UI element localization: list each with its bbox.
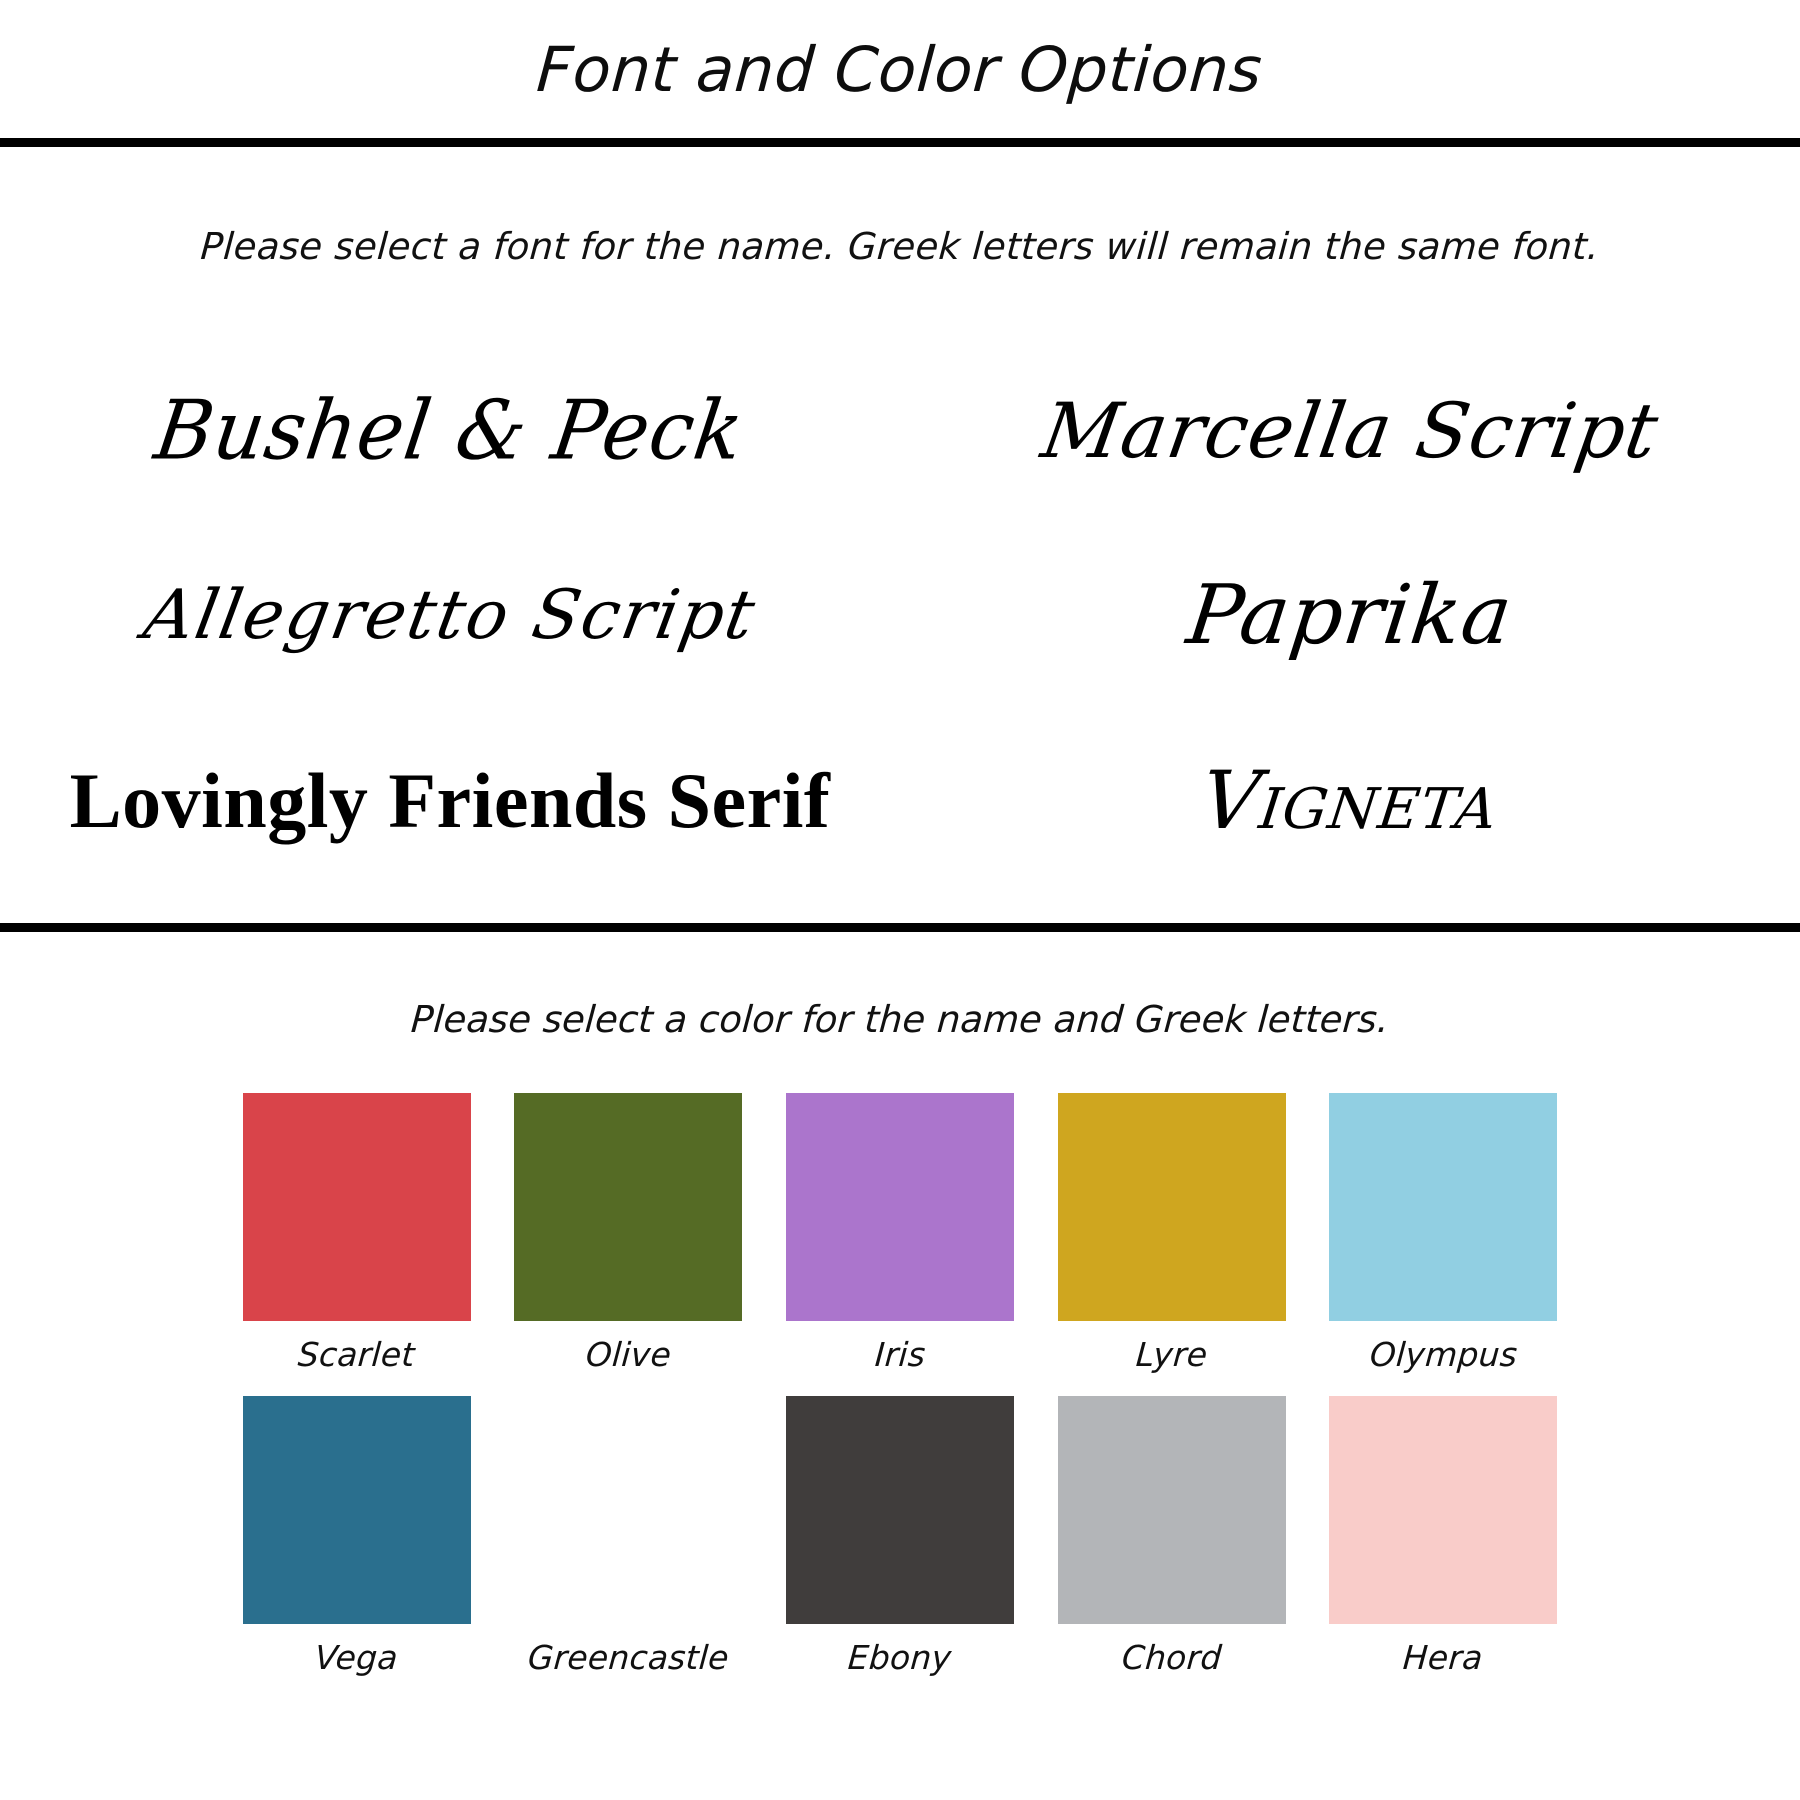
- font-sample-label: Paprika: [1182, 567, 1518, 663]
- color-swatch-greencastle[interactable]: [514, 1396, 742, 1677]
- color-instruction-text: Please select a color for the name and Greek letters.: [409, 998, 1391, 1041]
- font-sample-label: Vigneta: [1196, 753, 1504, 847]
- page-title: Font and Color Options: [534, 32, 1266, 106]
- swatch-color-chip[interactable]: [1329, 1093, 1557, 1321]
- font-instruction-text: Please select a font for the name. Greek letters will remain the same font.: [199, 225, 1601, 268]
- swatch-label: Scarlet: [297, 1335, 417, 1374]
- swatch-color-chip[interactable]: [514, 1396, 742, 1624]
- font-selection-section: [0, 147, 1800, 923]
- color-selection-section: [0, 932, 1800, 1677]
- swatch-label: Vega: [313, 1638, 400, 1677]
- font-option-lovingly-friends-serif[interactable]: [0, 708, 900, 893]
- color-swatch-lyre[interactable]: [1058, 1093, 1286, 1374]
- page-header: [0, 0, 1800, 138]
- swatch-label: Greencastle: [526, 1638, 731, 1677]
- color-swatch-iris[interactable]: [786, 1093, 1014, 1374]
- font-option-bushel-and-peck[interactable]: [0, 338, 900, 523]
- swatch-label: Iris: [873, 1335, 927, 1374]
- swatch-color-chip[interactable]: [243, 1396, 471, 1624]
- color-swatch-vega[interactable]: [243, 1396, 471, 1677]
- color-swatch-ebony[interactable]: [786, 1396, 1014, 1677]
- font-sample-label: Allegretto Script: [138, 575, 763, 655]
- swatch-label: Hera: [1401, 1638, 1485, 1677]
- font-option-marcella-script[interactable]: [900, 338, 1800, 523]
- swatch-color-chip[interactable]: [514, 1093, 742, 1321]
- font-option-vigneta[interactable]: [900, 708, 1800, 893]
- header-divider: [0, 138, 1800, 147]
- swatch-label: Chord: [1120, 1638, 1223, 1677]
- swatch-color-chip[interactable]: [1058, 1396, 1286, 1624]
- color-swatch-scarlet[interactable]: [243, 1093, 471, 1374]
- color-swatch-olive[interactable]: [514, 1093, 742, 1374]
- font-sample-label: Bushel & Peck: [149, 383, 751, 478]
- color-swatch-hera[interactable]: [1329, 1396, 1557, 1677]
- font-sample-label: Marcella Script: [1035, 385, 1665, 475]
- font-option-paprika[interactable]: [900, 523, 1800, 708]
- swatch-color-chip[interactable]: [243, 1093, 471, 1321]
- font-option-allegretto-script[interactable]: [0, 523, 900, 708]
- swatch-color-chip[interactable]: [786, 1093, 1014, 1321]
- swatch-label: Olympus: [1368, 1335, 1519, 1374]
- swatch-label: Ebony: [846, 1638, 954, 1677]
- section-divider: [0, 923, 1800, 932]
- swatch-color-chip[interactable]: [1329, 1396, 1557, 1624]
- swatch-color-chip[interactable]: [786, 1396, 1014, 1624]
- font-sample-label: Lovingly Friends Serif: [69, 756, 831, 844]
- color-swatch-olympus[interactable]: [1329, 1093, 1557, 1374]
- swatch-label: Lyre: [1134, 1335, 1209, 1374]
- swatch-label: Olive: [584, 1335, 673, 1374]
- color-swatch-grid: [235, 1093, 1565, 1677]
- font-options-grid: [0, 338, 1800, 893]
- swatch-color-chip[interactable]: [1058, 1093, 1286, 1321]
- color-swatch-chord[interactable]: [1058, 1396, 1286, 1677]
